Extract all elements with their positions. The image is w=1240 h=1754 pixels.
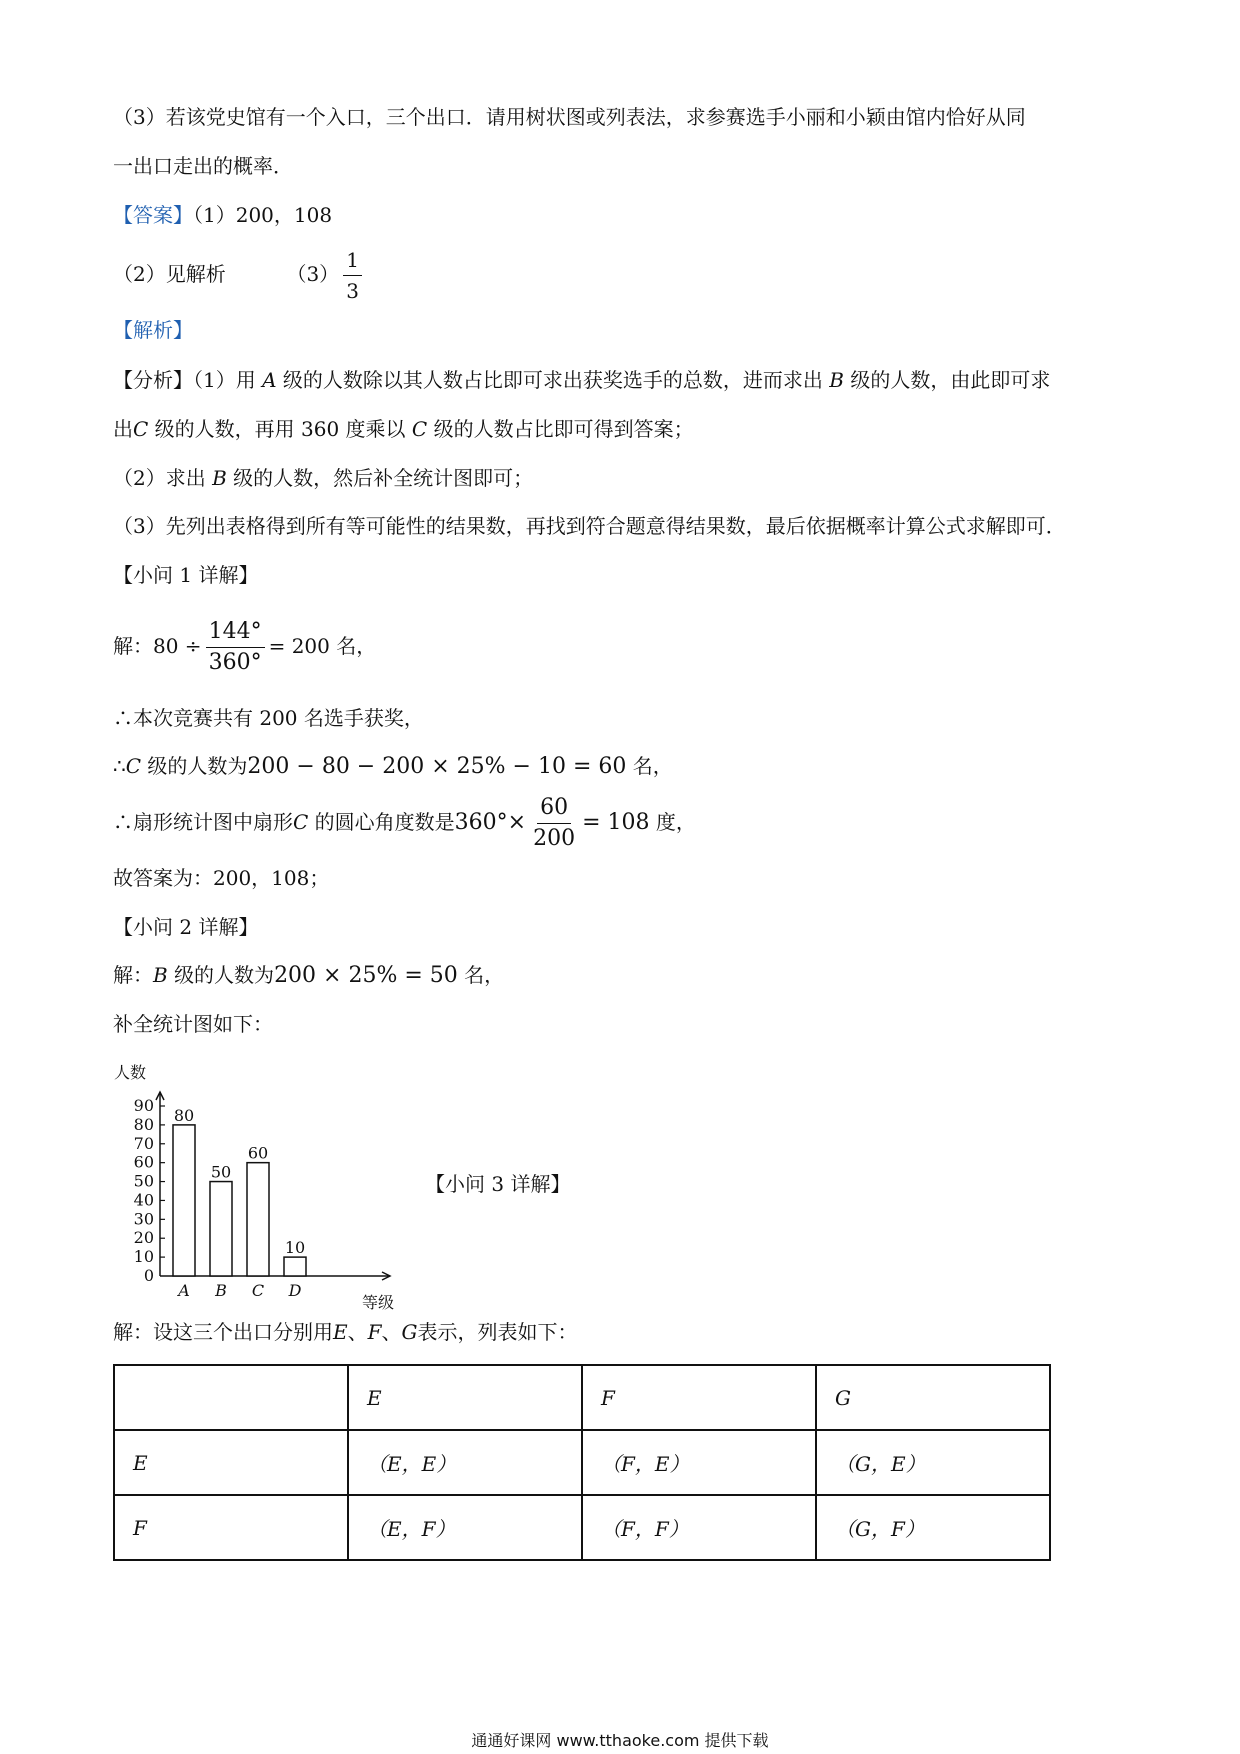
- answer-3-prefix: （3）: [286, 262, 340, 286]
- separator: 、: [381, 1320, 402, 1344]
- category-label: B: [215, 1281, 227, 1300]
- y-tick-label: 10: [133, 1247, 154, 1267]
- sub3-text: 解：设这三个出口分别用: [113, 1320, 333, 1344]
- table-cell: （G，E）: [816, 1430, 1050, 1495]
- sub2-line-2: 补全统计图如下：: [113, 1012, 273, 1036]
- y-tick-label: 70: [133, 1133, 154, 1153]
- table-cell: F: [114, 1495, 348, 1560]
- var-b: B: [829, 368, 844, 392]
- sub1-line-3: [113, 752, 673, 781]
- analysis-line-2: [113, 415, 694, 443]
- fx-text: （1）用: [193, 368, 256, 392]
- sub1-expression: 200 − 80 − 200 × 25% − 10 = 60: [247, 754, 627, 779]
- sub1-suffix: = 200 名，: [268, 634, 377, 658]
- table-cell: E: [114, 1430, 348, 1495]
- category-label: D: [288, 1281, 302, 1300]
- sub1-line-5: 故答案为：200，108；: [113, 866, 330, 890]
- sub2-text: 解：: [113, 963, 153, 987]
- y-tick-label: 50: [133, 1171, 154, 1191]
- table-row: [114, 1495, 1050, 1560]
- sub1-text: ∴扇形统计图中扇形: [113, 810, 293, 834]
- y-tick-label: 20: [133, 1228, 154, 1248]
- sub1-fraction: [206, 617, 265, 678]
- fx-text: （2）求出: [113, 466, 206, 490]
- analysis-line-3: [113, 464, 533, 492]
- outcome-table: [113, 1364, 1051, 1561]
- sub1-label: 【小问 1 详解】: [113, 563, 259, 587]
- var-e: E: [333, 1320, 348, 1344]
- answer-line-2: [113, 244, 366, 304]
- bar-b: [210, 1182, 232, 1276]
- separator: 、: [347, 1320, 368, 1344]
- table-row: [114, 1430, 1050, 1495]
- var-f: F: [367, 1320, 382, 1344]
- fx-text: 级的人数占比即可得到答案；: [433, 417, 694, 441]
- table-cell: （G，F）: [816, 1495, 1050, 1560]
- answer-2: （2）见解析: [113, 262, 226, 286]
- var-g: G: [401, 1320, 418, 1344]
- var-c: C: [133, 417, 149, 441]
- answer-line: [113, 201, 332, 229]
- data-label: 80: [173, 1105, 195, 1125]
- sub1-text: 度，: [655, 810, 696, 834]
- analysis-label: 【解析】: [113, 318, 193, 342]
- data-label: 50: [210, 1162, 232, 1182]
- table-cell: （F，F）: [582, 1495, 816, 1560]
- sub1-numerator: 144°: [206, 617, 265, 648]
- category-label: A: [178, 1281, 190, 1300]
- fx-label: 【分析】: [113, 368, 193, 392]
- sub1-angle-denominator: 200: [533, 826, 576, 851]
- answer-1: （1）200，108: [193, 203, 333, 227]
- fx-text: 级的人数除以其人数占比即可求出获奖选手的总数，进而求出: [282, 368, 823, 392]
- y-tick-label: 90: [133, 1096, 154, 1115]
- answer-3-numerator: 1: [343, 245, 362, 276]
- var-c: C: [411, 417, 428, 441]
- sub1-denominator: 360°: [208, 650, 262, 675]
- y-tick-label: 40: [133, 1190, 154, 1210]
- sub2-label: 【小问 2 详解】: [113, 915, 259, 939]
- y-tick-label: 80: [133, 1114, 154, 1134]
- table-cell: （E，F）: [348, 1495, 582, 1560]
- sub1-angle-fraction: [530, 793, 578, 854]
- bar-a: [173, 1125, 195, 1276]
- sub1-solution: [113, 614, 376, 678]
- var-b: B: [212, 466, 227, 490]
- table-cell: （E，E）: [348, 1430, 582, 1495]
- fx-text: 级的人数，由此即可求: [850, 368, 1051, 392]
- sub2-text: 级的人数为: [174, 963, 275, 987]
- y-tick-label: 30: [133, 1209, 154, 1229]
- var-c: C: [293, 810, 309, 834]
- y-tick-label: 60: [133, 1152, 154, 1172]
- table-header-row: [114, 1365, 1050, 1430]
- bar-c: [247, 1163, 269, 1276]
- bar-chart: [100, 1056, 430, 1316]
- sub3-text: 表示，列表如下：: [417, 1320, 578, 1344]
- sub1-angle-result: = 108: [582, 810, 650, 835]
- question-3-line-2: 一出口走出的概率．: [113, 154, 293, 178]
- sub1-angle-expr: 360°×: [454, 810, 527, 835]
- x-axis-label: 等级: [362, 1293, 395, 1312]
- y-axis-label: 人数: [114, 1063, 147, 1082]
- y-tick-label: 0: [143, 1266, 154, 1285]
- bar-d: [284, 1257, 306, 1276]
- var-a: A: [262, 368, 277, 392]
- sub2-line-1: [113, 961, 504, 990]
- table-cell: （F，E）: [582, 1430, 816, 1495]
- table-cell: F: [582, 1365, 816, 1430]
- var-b: B: [153, 963, 168, 987]
- data-label: 60: [247, 1143, 269, 1163]
- sub3-label: 【小问 3 详解】: [425, 1172, 571, 1196]
- data-label: 10: [284, 1238, 306, 1258]
- sub2-text: 名，: [464, 963, 505, 987]
- table-cell: [114, 1365, 348, 1430]
- sub1-line-4: [113, 790, 696, 855]
- sub1-line-2: ∴本次竞赛共有 200 名选手获奖，: [113, 706, 424, 730]
- var-c: C: [125, 754, 142, 778]
- sub1-angle-numerator: 60: [537, 793, 571, 824]
- sub3-line-1: [113, 1318, 577, 1346]
- sub1-text: 的圆心角度数是: [314, 810, 455, 834]
- answer-3-denominator: 3: [346, 279, 359, 303]
- question-3-line-1: （3）若该党史馆有一个入口，三个出口．请用树状图或列表法，求参赛选手小丽和小颖由馆内恰好从同: [113, 105, 1026, 129]
- answer-label: 【答案】: [113, 203, 193, 227]
- table-cell: G: [816, 1365, 1050, 1430]
- sub1-text: 级的人数为: [147, 754, 248, 778]
- fx-text: 级的人数，再用 360 度乘以: [154, 417, 406, 441]
- analysis-line-1: [113, 366, 1050, 394]
- table-cell: E: [348, 1365, 582, 1430]
- sub2-expression: 200 × 25% = 50: [274, 963, 458, 988]
- category-label: C: [251, 1281, 265, 1300]
- sub1-text: 名，: [632, 754, 673, 778]
- therefore: ∴: [113, 754, 126, 778]
- sub1-prefix: 解：80 ÷: [113, 634, 202, 658]
- fx-text: 出: [113, 417, 133, 441]
- footer: 通通好课网 www.tthaoke.com 提供下载: [471, 1731, 769, 1750]
- fx-text: 级的人数，然后补全统计图即可；: [233, 466, 534, 490]
- answer-3-fraction: [343, 245, 362, 306]
- analysis-line-4: （3）先列出表格得到所有等可能性的结果数，再找到符合题意得结果数，最后依据概率计算公式求解即可．: [113, 514, 1066, 538]
